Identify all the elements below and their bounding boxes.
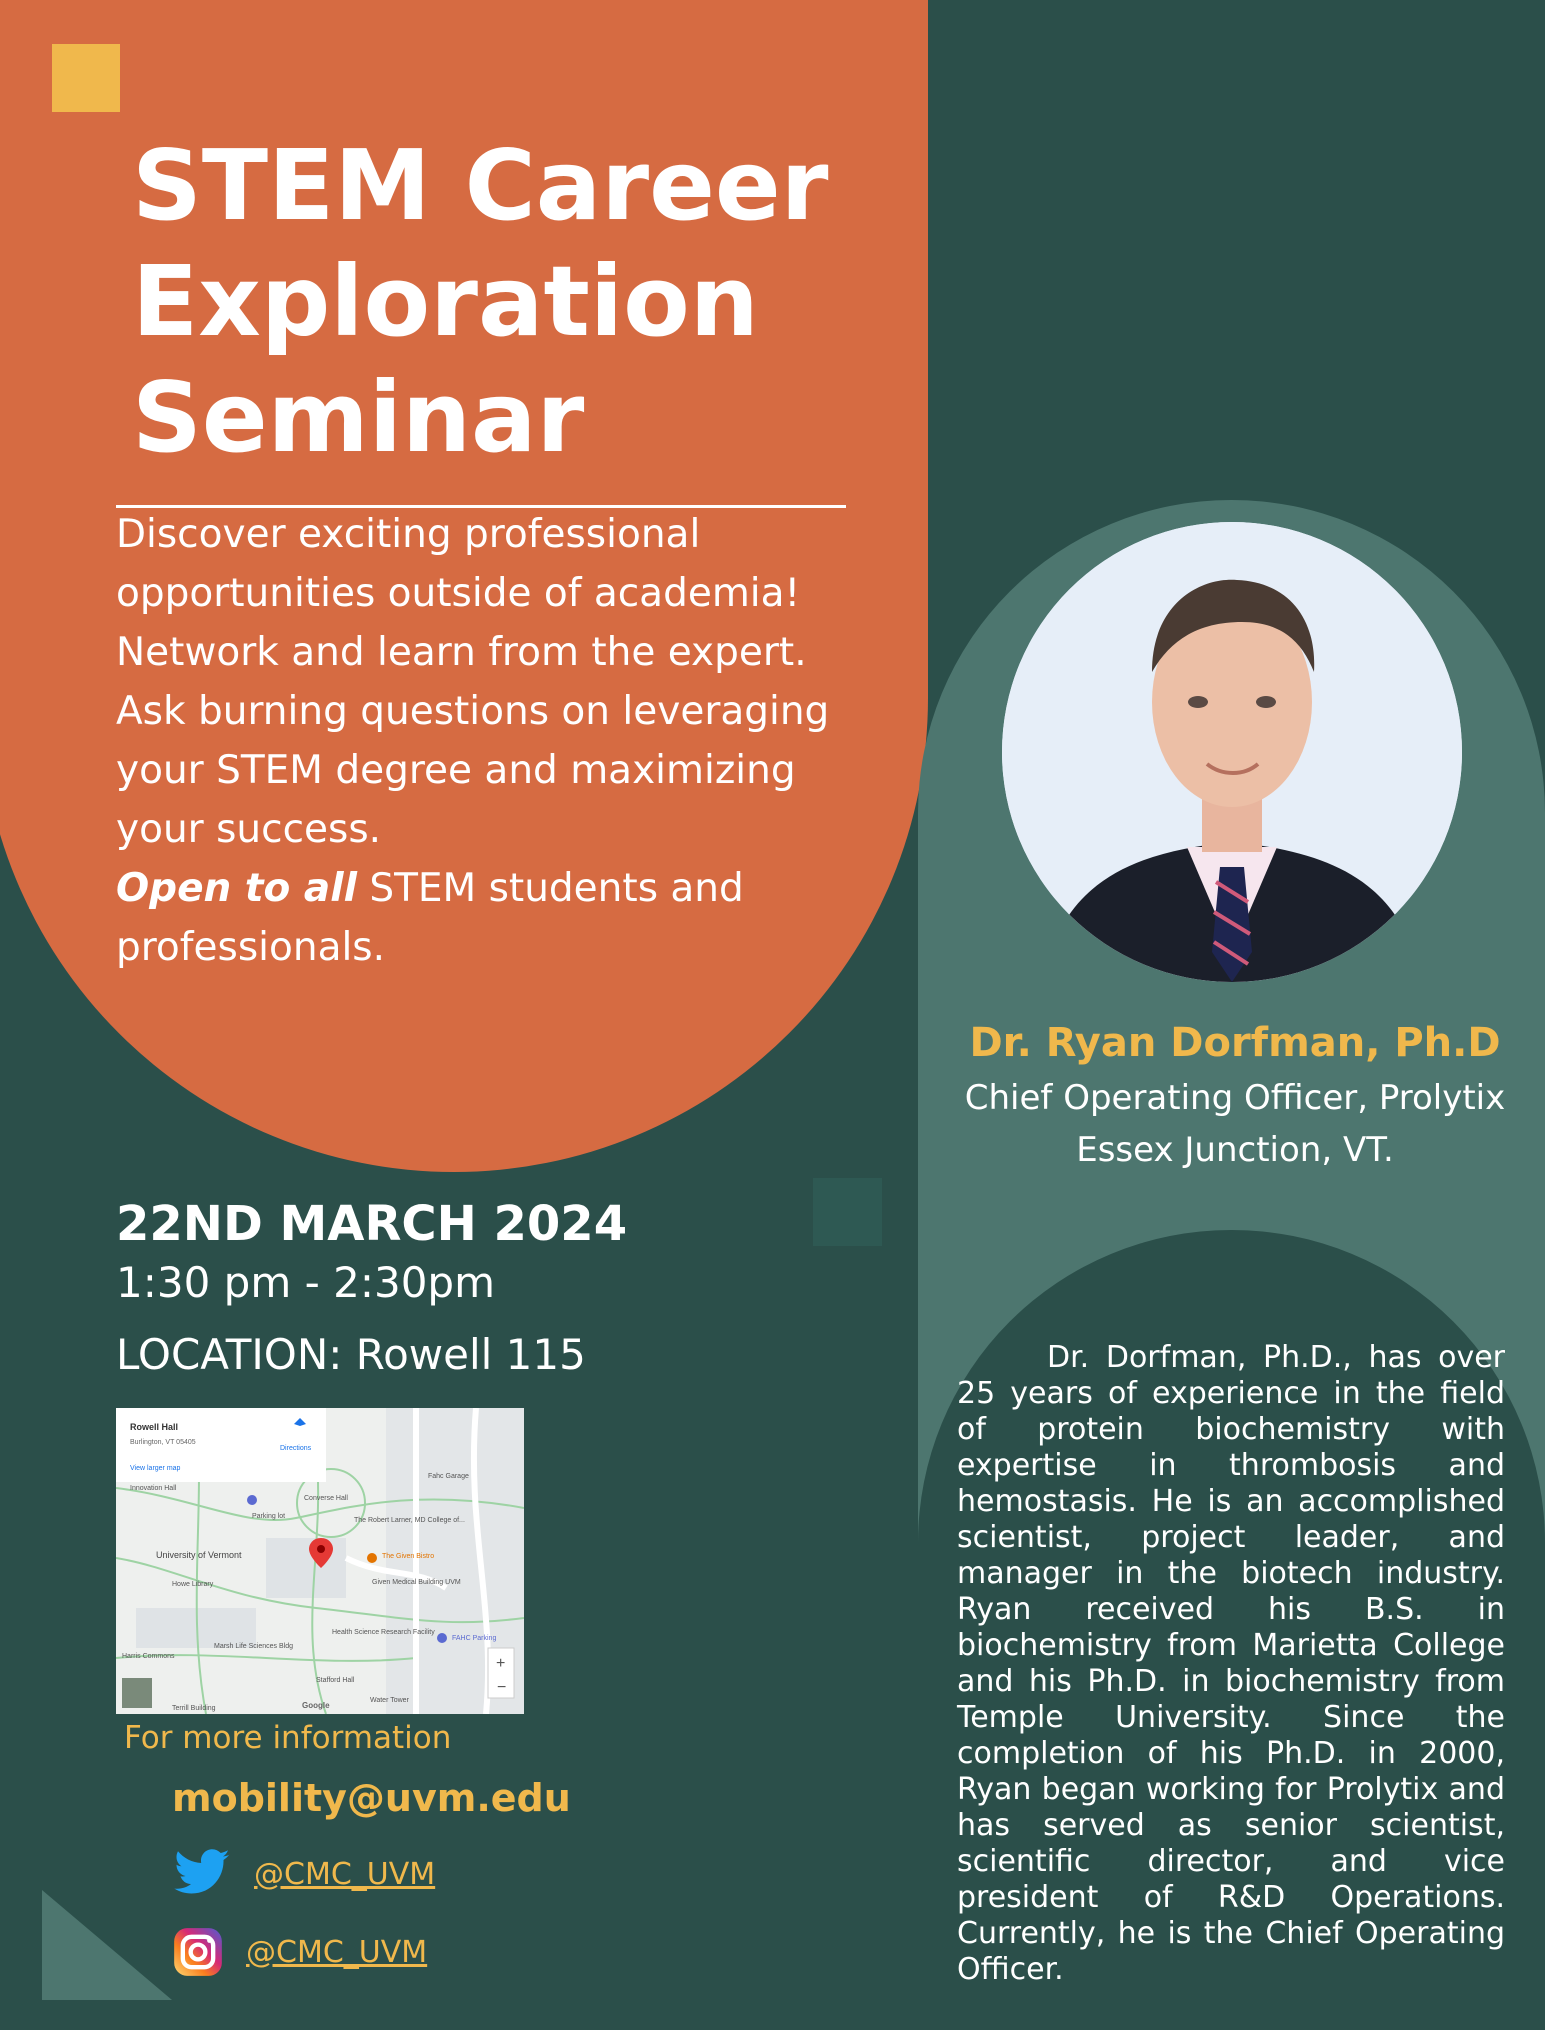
event-description [116, 505, 876, 977]
map-poi-icon [437, 1633, 447, 1643]
map-label: Water Tower [370, 1697, 409, 1704]
map-view-larger-link[interactable]: View larger map [130, 1465, 181, 1472]
map-label: Harris Commons [122, 1653, 175, 1660]
map-poi-icon [247, 1495, 257, 1505]
event-location: LOCATION: Rowell 115 [116, 1330, 586, 1379]
open-highlight: Open to all [116, 866, 357, 911]
map-satellite-thumb[interactable] [122, 1678, 152, 1708]
speaker-title: Chief Operating Officer, Prolytix [964, 1078, 1506, 1118]
contact-email[interactable]: mobility@uvm.edu [172, 1776, 571, 1820]
twitter-row[interactable] [172, 1848, 435, 1900]
map-label: Health Science Research Facility [332, 1629, 435, 1636]
event-title: STEM Career Exploration Seminar [132, 129, 829, 474]
instagram-icon [172, 1926, 224, 1978]
map-label: FAHC Parking [452, 1635, 497, 1642]
instagram-handle[interactable]: @CMC_UVM [246, 1934, 428, 1970]
speaker-portrait [1002, 522, 1462, 982]
map-brand: Google [302, 1701, 330, 1710]
map-label: The Robert Larner, MD College of... [354, 1517, 465, 1524]
map-label: The Given Bistro [382, 1553, 435, 1560]
map-label: Terrill Building [172, 1705, 216, 1712]
twitter-handle[interactable]: @CMC_UVM [254, 1856, 436, 1892]
map-label: Innovation Hall [130, 1485, 177, 1492]
twitter-bird-icon [172, 1848, 232, 1900]
map-place-name: Rowell Hall [130, 1422, 179, 1432]
map-address: Burlington, VT 05405 [130, 1439, 196, 1446]
speaker-location: Essex Junction, VT. [1076, 1130, 1394, 1170]
zoom-out-icon[interactable]: − [497, 1679, 507, 1696]
instagram-row[interactable] [172, 1926, 427, 1978]
map-poi-icon [367, 1553, 377, 1563]
map-label: Marsh Life Sciences Bldg [214, 1643, 293, 1650]
location-map[interactable] [116, 1408, 524, 1714]
map-label: Stafford Hall [316, 1677, 355, 1684]
open-rest: STEM students and professionals. [116, 866, 744, 970]
decorative-triangle [42, 1890, 172, 2000]
decorative-square [52, 44, 120, 112]
map-label: Given Medical Building UVM [372, 1579, 461, 1586]
map-directions-link[interactable]: Directions [280, 1445, 312, 1452]
event-date: 22ND MARCH 2024 [116, 1196, 628, 1252]
map-graphic [116, 1408, 524, 1714]
event-time: 1:30 pm - 2:30pm [116, 1258, 495, 1307]
speaker-bio: Dr. Dorfman, Ph.D., has over 25 years of experience in the field of protein biochemistry with expertise in thrombosis and hemostasis. He is an accomplished scientist, project leader, and manager in the biotech industry. Ryan received his B.S. in biochemistry from Marietta College and his Ph.D. in biochemistry from Temple University. Since the completion of his Ph.D. in 2000, Ryan began working for Prolytix and has served as senior scientist, scientific director, and vice president of R&D Operations. Currently, he is the Chief Operating Officer. [957, 1340, 1505, 1987]
map-label: University of Vermont [156, 1550, 242, 1560]
speaker-photo [1002, 522, 1462, 982]
more-info-label: For more information [124, 1720, 452, 1756]
map-label: Howe Library [172, 1581, 214, 1588]
zoom-in-icon[interactable]: + [496, 1655, 506, 1672]
map-label: Converse Hall [304, 1495, 348, 1502]
decorative-square [813, 1178, 882, 1246]
speaker-name: Dr. Ryan Dorfman, Ph.D [969, 1020, 1501, 1066]
map-label: Parking lot [252, 1513, 286, 1520]
intro-text: Discover exciting professional opportunities outside of academia! Network and learn from the expert. Ask burning questions on leveraging your STEM degree and maximizing your success. [116, 512, 830, 852]
map-label: Fahc Garage [428, 1473, 469, 1480]
